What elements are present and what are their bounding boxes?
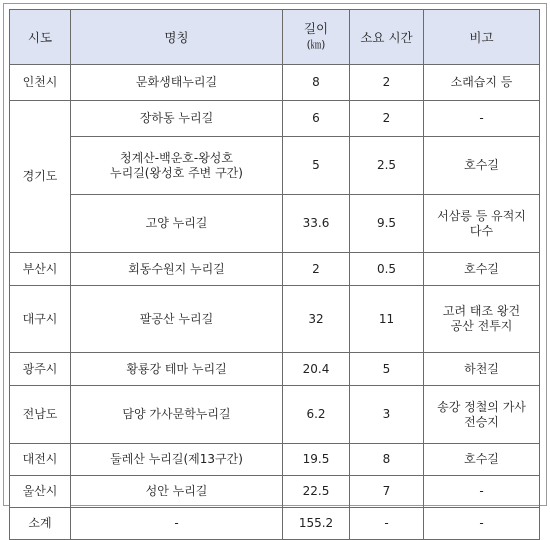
table-row	[10, 137, 540, 195]
time-cell: -	[350, 508, 424, 540]
name-cell: 회동수원지 누리길	[71, 253, 283, 286]
table-row	[10, 286, 540, 353]
note-cell: 소래습지 등	[424, 65, 540, 101]
note-line-2: 공산 전투지	[450, 319, 513, 333]
time-cell: 11	[350, 286, 424, 353]
table-row	[10, 195, 540, 253]
table-row	[10, 353, 540, 386]
region-cell: 울산시	[10, 476, 71, 508]
time-cell: 9.5	[350, 195, 424, 253]
time-cell: 0.5	[350, 253, 424, 286]
table-row	[10, 508, 540, 540]
time-cell: 5	[350, 353, 424, 386]
table-row	[10, 444, 540, 476]
header-row	[10, 10, 540, 65]
name-cell: 황룡강 테마 누리길	[71, 353, 283, 386]
length-cell: 8	[283, 65, 350, 101]
trail-table	[9, 9, 540, 540]
time-cell: 2.5	[350, 137, 424, 195]
length-cell: 19.5	[283, 444, 350, 476]
note-line-2: 전승지	[464, 414, 499, 429]
header-name: 명칭	[71, 10, 283, 65]
length-cell: 6.2	[283, 386, 350, 444]
note-line-1: 고려 태조 왕건	[442, 304, 521, 318]
name-cell: 둘레산 누리길(제13구간)	[71, 444, 283, 476]
length-cell: 155.2	[283, 508, 350, 540]
note-cell: -	[424, 508, 540, 540]
note-line-1: 서삼릉 등 유적지	[437, 208, 526, 223]
length-cell: 22.5	[283, 476, 350, 508]
region-cell: 대구시	[10, 286, 71, 353]
table-row	[10, 253, 540, 286]
region-cell: 광주시	[10, 353, 71, 386]
table-row	[10, 101, 540, 137]
name-cell: 담양 가사문학누리길	[71, 386, 283, 444]
note-cell: 호수길	[424, 137, 540, 195]
length-cell: 2	[283, 253, 350, 286]
time-cell: 7	[350, 476, 424, 508]
name-cell: 성안 누리길	[71, 476, 283, 508]
note-cell: 하천길	[424, 353, 540, 386]
length-cell: 20.4	[283, 353, 350, 386]
length-cell: 6	[283, 101, 350, 137]
length-cell: 33.6	[283, 195, 350, 253]
note-cell	[424, 195, 540, 253]
note-line-1: 송강 정철의 가사	[437, 399, 526, 414]
time-cell: 2	[350, 65, 424, 101]
name-cell: 팔공산 누리길	[71, 286, 283, 353]
length-cell: 32	[283, 286, 350, 353]
table-row	[10, 65, 540, 101]
name-cell: -	[71, 508, 283, 540]
note-line-2: 다수	[469, 223, 494, 238]
header-time: 소요 시간	[350, 10, 424, 65]
region-cell: 경기도	[10, 101, 71, 253]
time-cell: 3	[350, 386, 424, 444]
note-cell	[424, 386, 540, 444]
table-row	[10, 476, 540, 508]
header-length-label: 길이	[303, 21, 329, 36]
header-length-unit: (㎞)	[306, 39, 326, 51]
note-cell: 호수길	[424, 253, 540, 286]
note-cell	[424, 286, 540, 353]
name-line-1: 청계산-백운호-왕성호	[120, 150, 233, 165]
time-cell: 8	[350, 444, 424, 476]
header-region: 시도	[10, 10, 71, 65]
region-cell: 부산시	[10, 253, 71, 286]
name-cell: 고양 누리길	[71, 195, 283, 253]
region-cell: 소계	[10, 508, 71, 540]
note-cell: -	[424, 476, 540, 508]
region-cell: 인천시	[10, 65, 71, 101]
region-cell: 대전시	[10, 444, 71, 476]
table-row	[10, 386, 540, 444]
name-cell: 문화생태누리길	[71, 65, 283, 101]
note-cell: -	[424, 101, 540, 137]
region-cell: 전남도	[10, 386, 71, 444]
name-cell	[71, 137, 283, 195]
time-cell: 2	[350, 101, 424, 137]
name-cell: 장하동 누리길	[71, 101, 283, 137]
note-cell: 호수길	[424, 444, 540, 476]
header-note: 비고	[424, 10, 540, 65]
header-length	[283, 10, 350, 65]
length-cell: 5	[283, 137, 350, 195]
name-line-2: 누리길(왕성호 주변 구간)	[110, 165, 243, 180]
